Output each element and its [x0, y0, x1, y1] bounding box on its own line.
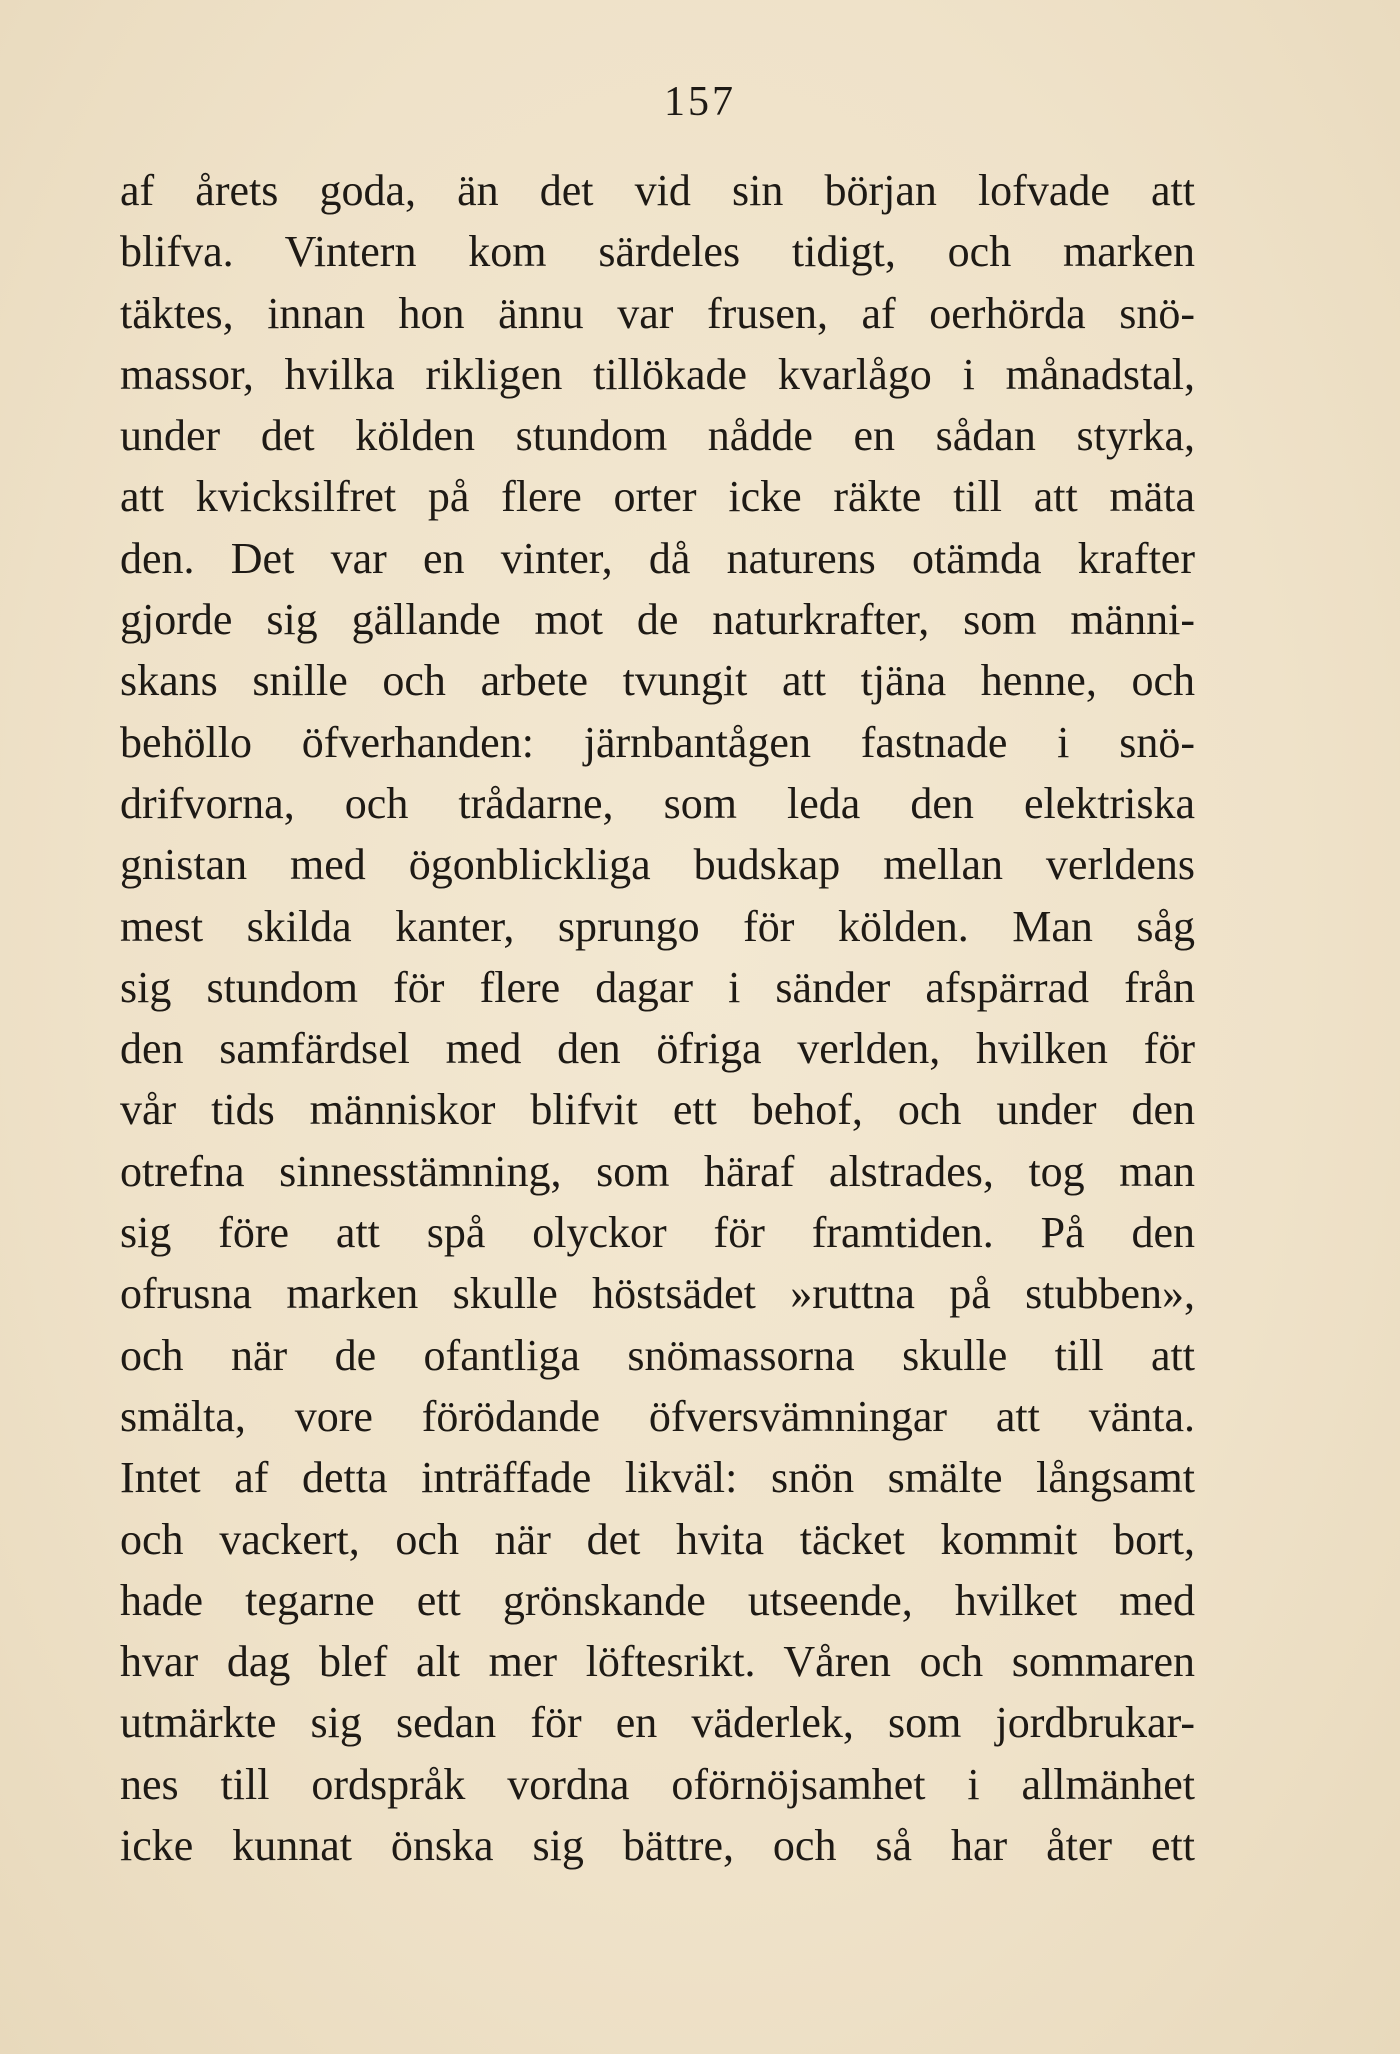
body-text: [120, 160, 1195, 1876]
text-line: gnistan med ögonblickliga budskap mellan verldens: [120, 840, 1195, 890]
text-line: behöllo öfverhanden: järnbantågen fastnade i snö-: [120, 717, 1195, 767]
text-line: täktes, innan hon ännu var frusen, af oerhörda snö-: [120, 288, 1195, 338]
text-line: under det kölden stundom nådde en sådan styrka,: [120, 411, 1195, 461]
page-number: 157: [664, 79, 736, 125]
text-line: mest skilda kanter, sprungo för kölden. Man såg: [120, 901, 1195, 951]
text-line: utmärkte sig sedan för en väderlek, som jordbrukar-: [120, 1698, 1195, 1748]
text-line: icke kunnat önska sig bättre, och så har åter ett: [120, 1821, 1195, 1871]
text-line: smälta, vore förödande öfversvämningar att vänta.: [120, 1391, 1195, 1441]
text-line: Intet af detta inträffade likväl: snön smälte långsamt: [120, 1453, 1195, 1503]
text-line: otrefna sinnesstämning, som häraf alstrades, tog man: [120, 1146, 1195, 1196]
text-line: sig före att spå olyckor för framtiden. På den: [120, 1208, 1195, 1258]
text-line: blifva. Vintern kom särdeles tidigt, och marken: [120, 227, 1195, 277]
text-line: den samfärdsel med den öfriga verlden, hvilken för: [120, 1024, 1195, 1074]
text-line: att kvicksilfret på flere orter icke räkte till att mäta: [120, 472, 1195, 522]
text-line: hvar dag blef alt mer löftesrikt. Våren och sommaren: [120, 1637, 1195, 1687]
text-line: nes till ordspråk vordna oförnöjsamhet i allmänhet: [120, 1759, 1195, 1809]
text-line: vår tids människor blifvit ett behof, och under den: [120, 1085, 1195, 1135]
text-line: sig stundom för flere dagar i sänder afspärrad från: [120, 962, 1195, 1012]
text-line: den. Det var en vinter, då naturens otämda krafter: [120, 533, 1195, 583]
text-line: och när de ofantliga snömassorna skulle till att: [120, 1330, 1195, 1380]
text-line: hade tegarne ett grönskande utseende, hvilket med: [120, 1575, 1195, 1625]
text-line: och vackert, och när det hvita täcket kommit bort,: [120, 1514, 1195, 1564]
text-line: ofrusna marken skulle höstsädet »ruttna på stubben»,: [120, 1269, 1195, 1319]
text-line: gjorde sig gällande mot de naturkrafter, som männi-: [120, 595, 1195, 645]
text-line: af årets goda, än det vid sin början lofvade att: [120, 166, 1195, 215]
text-line: skans snille och arbete tvungit att tjäna henne, och: [120, 656, 1195, 706]
text-line: massor, hvilka rikligen tillökade kvarlågo i månadstal,: [120, 349, 1195, 399]
text-line: drifvorna, och trådarne, som leda den elektriska: [120, 778, 1195, 828]
